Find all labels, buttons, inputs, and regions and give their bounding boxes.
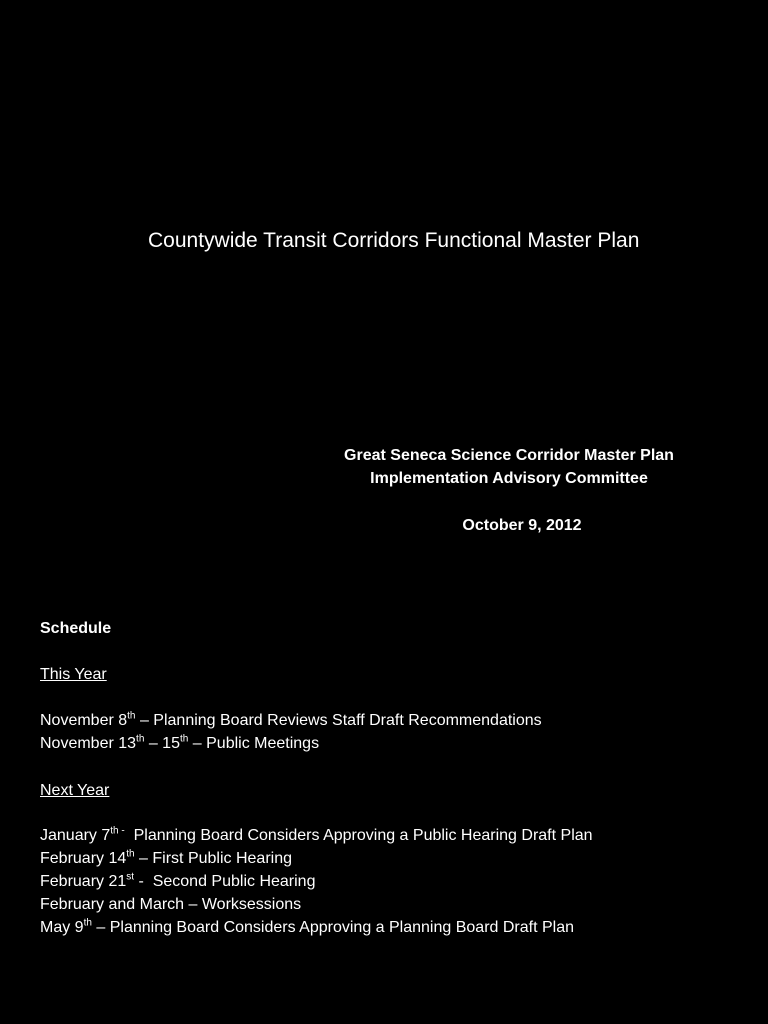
schedule-item: February 14th – First Public Hearing — [40, 848, 292, 867]
schedule-heading: Schedule — [40, 620, 112, 637]
schedule-item: January $7^{th -}$ Planning Board Considers Approving a Public Hearing Draft Plan — [40, 825, 593, 844]
this-year-heading: This Year — [40, 666, 107, 683]
schedule-item: May 9th – Planning Board Considers Approving a Planning Board Draft Plan — [40, 917, 574, 936]
meeting-name: Great Seneca Science Corridor Master Plan — [344, 447, 674, 464]
meeting-committee: Implementation Advisory Committee — [370, 470, 648, 487]
schedule-item: November 13th – 15th – Public Meetings — [40, 733, 320, 752]
next-year-heading: Next Year — [40, 782, 110, 799]
schedule-item: February 21st - Second Public Hearing — [40, 871, 316, 890]
meeting-date: October 9, 2012 — [462, 517, 582, 534]
schedule-item: February and March – Worksessions — [40, 896, 302, 913]
document-title: Countywide Transit Corridors Functional Master Plan — [148, 229, 640, 252]
schedule-item: November 8th – Planning Board Reviews Staff Draft Recommendations — [40, 710, 542, 729]
